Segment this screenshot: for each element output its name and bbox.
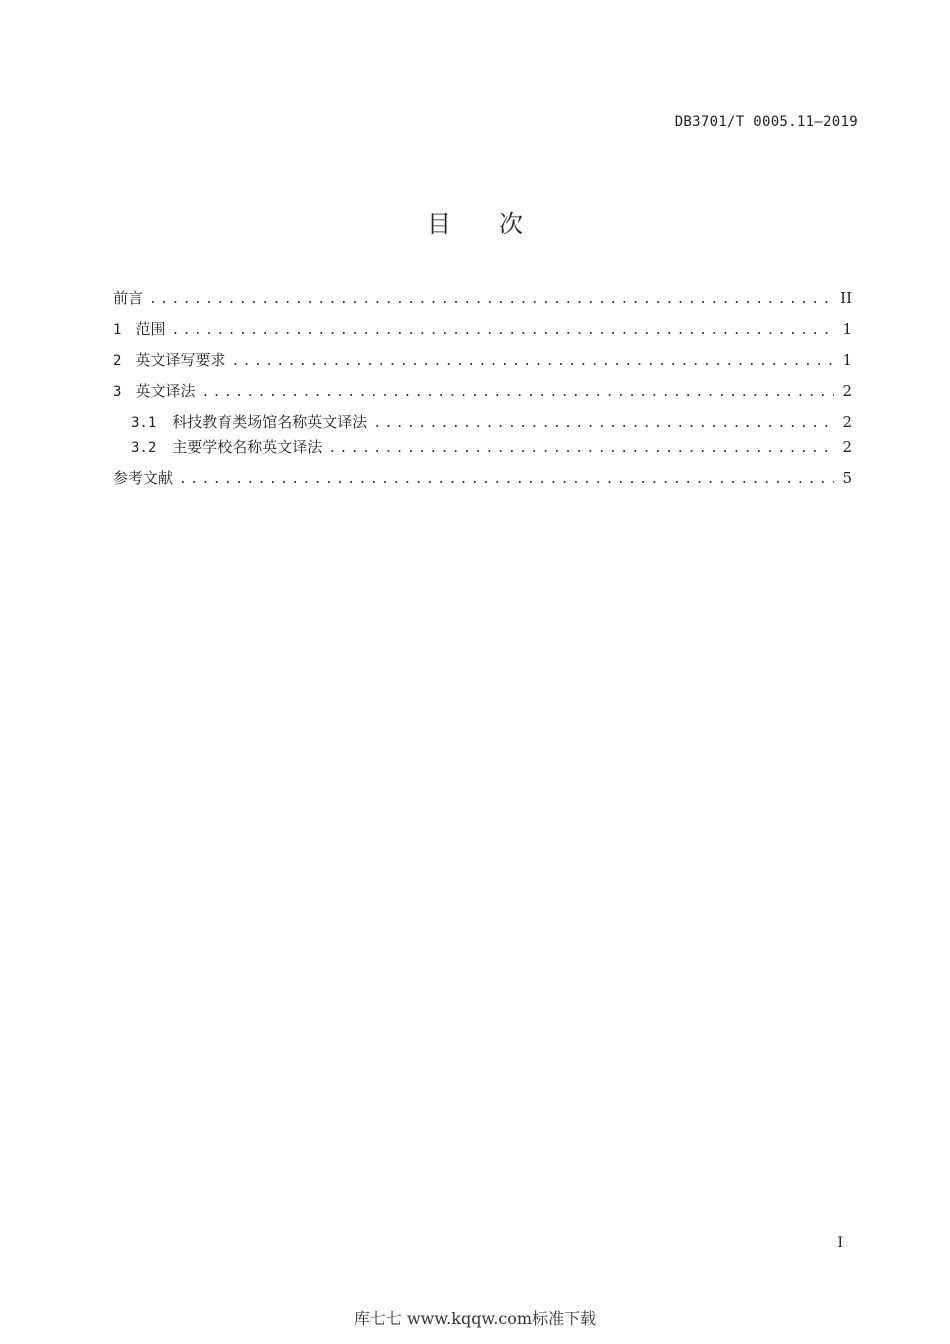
toc-entry-label: 科技教育类场馆名称英文译法 bbox=[172, 413, 368, 431]
toc-entry-scope[interactable] bbox=[113, 318, 852, 349]
toc-entry-number: 3.2 bbox=[131, 440, 157, 456]
toc-entry-page: 1 bbox=[842, 351, 852, 369]
toc-entry-label: 英文译写要求 bbox=[135, 351, 226, 369]
toc-entry-page: 2 bbox=[842, 438, 852, 456]
toc-entry-label: 主要学校名称英文译法 bbox=[172, 438, 323, 456]
toc-entry-label: 参考文献 bbox=[113, 469, 174, 487]
toc-entry-label: 范围 bbox=[135, 320, 166, 338]
toc-title bbox=[0, 204, 950, 239]
toc-entry-page: II bbox=[840, 289, 852, 307]
toc-title-char-2: 次 bbox=[499, 210, 571, 238]
toc-leader-dots bbox=[373, 413, 834, 435]
toc-entry-label: 英文译法 bbox=[135, 382, 196, 400]
toc-entry-school-names[interactable] bbox=[113, 436, 852, 461]
document-code: DB3701/T 0005.11—2019 bbox=[674, 114, 858, 130]
toc-leader-dots bbox=[231, 351, 834, 373]
page-number: I bbox=[837, 1235, 843, 1251]
toc-entry-label: 前言 bbox=[113, 289, 144, 307]
footer-watermark: 库七七 www.kqqw.com标准下载 bbox=[353, 1309, 597, 1328]
toc-entry-number: 2 bbox=[113, 353, 122, 369]
toc-entry-foreword[interactable] bbox=[113, 287, 852, 318]
toc-entry-science-venues[interactable] bbox=[113, 411, 852, 436]
toc-leader-dots bbox=[179, 469, 834, 491]
toc-leader-dots bbox=[328, 438, 834, 460]
toc-entry-translation-methods[interactable] bbox=[113, 380, 852, 411]
toc-entry-page: 2 bbox=[842, 413, 852, 431]
toc-leader-dots bbox=[171, 320, 834, 342]
toc-entry-page: 2 bbox=[842, 382, 852, 400]
toc-entry-references[interactable] bbox=[113, 467, 852, 498]
toc-leader-dots bbox=[201, 382, 834, 404]
table-of-contents bbox=[113, 287, 852, 498]
toc-entry-page: 1 bbox=[842, 320, 852, 338]
toc-entry-page: 5 bbox=[842, 469, 852, 487]
toc-entry-number: 1 bbox=[113, 322, 122, 338]
toc-entry-number: 3.1 bbox=[131, 415, 157, 431]
toc-leader-dots bbox=[149, 289, 834, 311]
toc-title-char-1: 目 bbox=[427, 210, 499, 238]
toc-entry-translation-requirements[interactable] bbox=[113, 349, 852, 380]
toc-entry-number: 3 bbox=[113, 384, 122, 400]
